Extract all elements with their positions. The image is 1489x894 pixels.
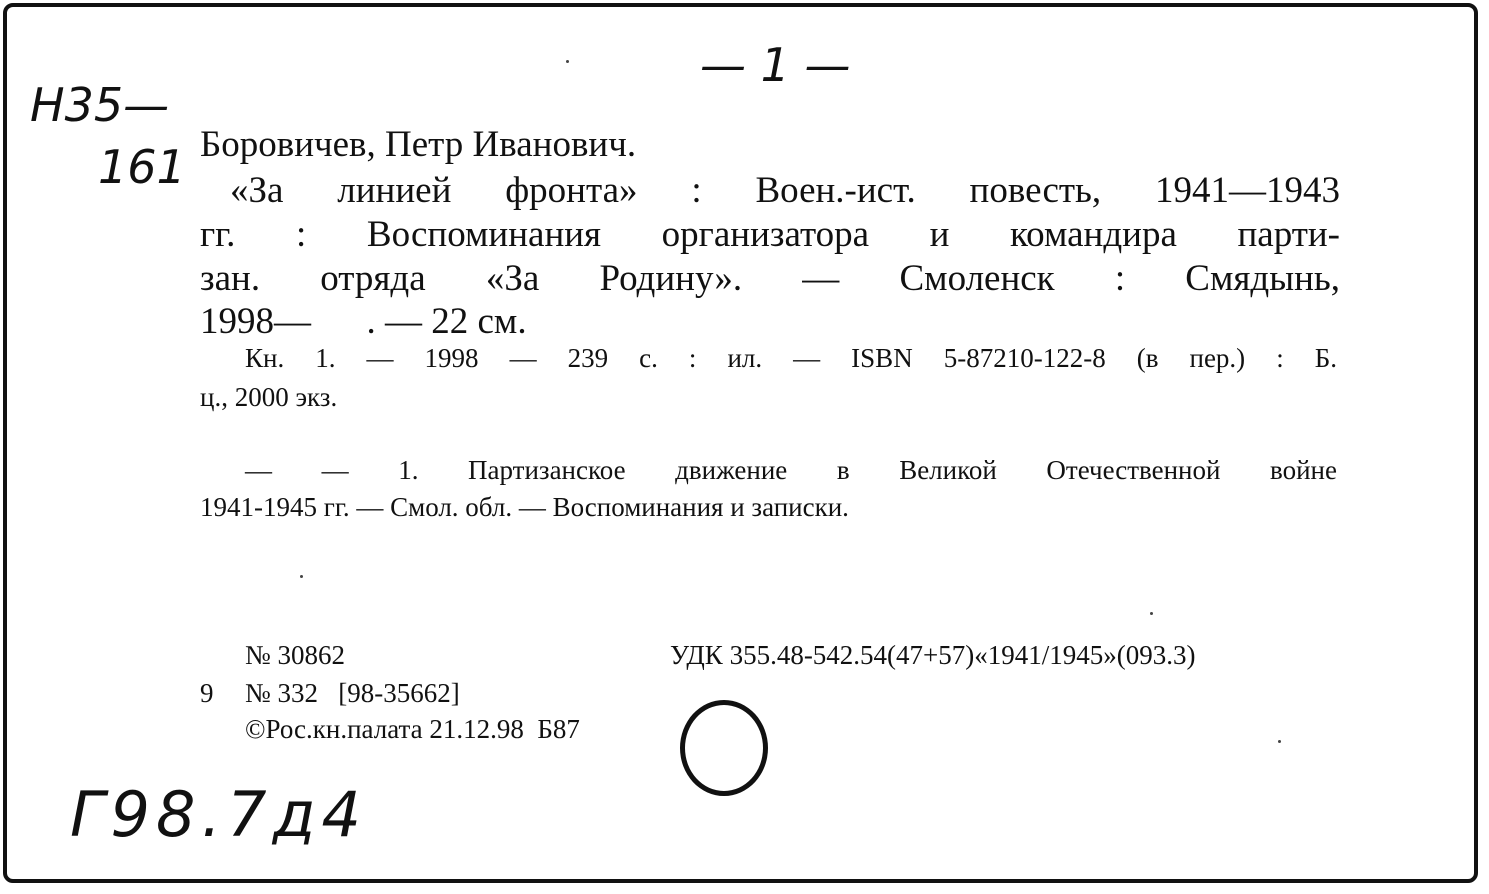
udk-code: УДК 355.48-542.54(47+57)«1941/1945»(093.3) (670, 640, 1196, 670)
title-line-4: 1998— . — 22 см. (200, 301, 527, 342)
subject-line-2: 1941-1945 гг. — Смол. обл. — Воспоминания и записки. (200, 492, 849, 522)
scan-speck (566, 60, 569, 63)
scan-speck (1278, 740, 1281, 743)
record-prefix: 9 (200, 678, 214, 708)
title-line-2: гг. : Воспоминания организатора и командира парти- (200, 214, 1340, 255)
subject-line-1: — — 1. Партизанское движение в Великой Отечественной войне (245, 455, 1337, 485)
volume-line-2: ц., 2000 экз. (200, 382, 338, 412)
scan-speck (1150, 612, 1153, 615)
handwritten-shelf-code: Г98.7д4 (70, 778, 367, 851)
call-number-line1: Н35— (30, 78, 170, 132)
registry-number: № 332 [98-35662] (245, 678, 460, 708)
title-line-1: «За линией фронта» : Воен.-ист. повесть, 1941—1943 (230, 170, 1340, 211)
volume-line-1: Кн. 1. — 1998 — 239 с. : ил. — ISBN 5-87210-122-8 (в пер.) : Б. (245, 343, 1337, 373)
record-number: № 30862 (245, 640, 346, 670)
author-heading: Боровичев, Петр Иванович. (200, 124, 637, 165)
stamp-circle (680, 700, 768, 796)
title-line-3: зан. отряда «За Родину». — Смоленск : Смядынь, (200, 258, 1340, 299)
call-number-line2: 161 (98, 140, 186, 194)
book-chamber-line: ©Рос.кн.палата 21.12.98 Б87 (245, 714, 580, 744)
scan-speck (300, 575, 303, 578)
page-number: — 1 — (700, 38, 851, 92)
